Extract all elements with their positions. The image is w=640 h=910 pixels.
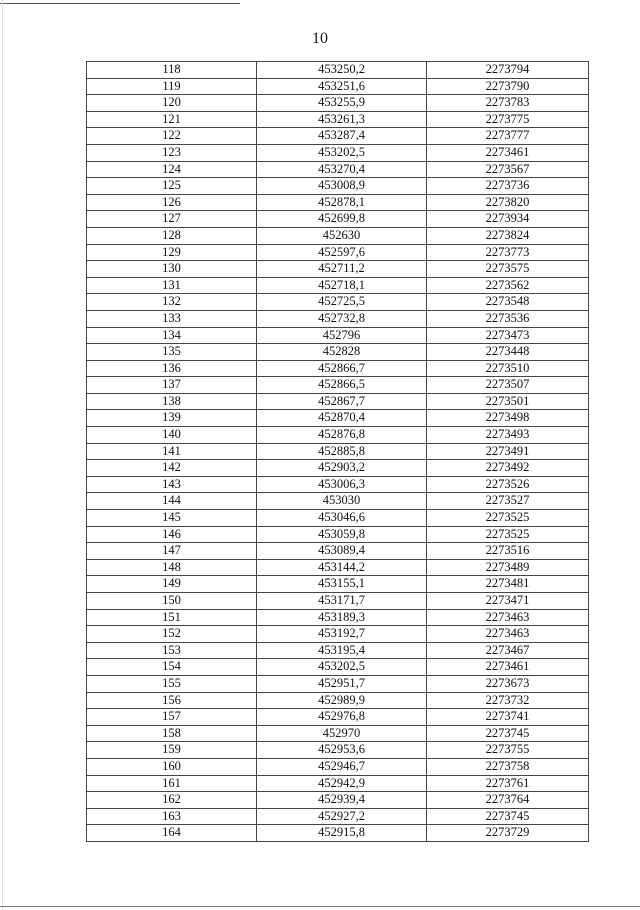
point-number-cell: 157	[87, 709, 257, 726]
x-coordinate-cell: 453202,5	[257, 144, 427, 161]
table-row	[87, 808, 589, 825]
y-coordinate-cell: 2273764	[427, 792, 589, 809]
y-coordinate-cell: 2273461	[427, 659, 589, 676]
table-row	[87, 111, 589, 128]
y-coordinate-cell: 2273471	[427, 593, 589, 610]
table-row	[87, 476, 589, 493]
y-coordinate-cell: 2273525	[427, 510, 589, 527]
x-coordinate-cell: 453171,7	[257, 593, 427, 610]
y-coordinate-cell: 2273575	[427, 261, 589, 278]
table-row	[87, 62, 589, 79]
page-top-rule	[0, 3, 240, 4]
point-number-cell: 126	[87, 194, 257, 211]
y-coordinate-cell: 2273745	[427, 808, 589, 825]
point-number-cell: 132	[87, 294, 257, 311]
y-coordinate-cell: 2273820	[427, 194, 589, 211]
x-coordinate-cell: 453008,9	[257, 178, 427, 195]
table-row	[87, 128, 589, 145]
x-coordinate-cell: 452878,1	[257, 194, 427, 211]
x-coordinate-cell: 452718,1	[257, 277, 427, 294]
point-number-cell: 159	[87, 742, 257, 759]
y-coordinate-cell: 2273732	[427, 692, 589, 709]
x-coordinate-cell: 453202,5	[257, 659, 427, 676]
x-coordinate-cell: 452866,5	[257, 377, 427, 394]
x-coordinate-cell: 453195,4	[257, 642, 427, 659]
x-coordinate-cell: 452915,8	[257, 825, 427, 842]
table-row	[87, 825, 589, 842]
y-coordinate-cell: 2273741	[427, 709, 589, 726]
point-number-cell: 130	[87, 261, 257, 278]
table-row	[87, 775, 589, 792]
point-number-cell: 137	[87, 377, 257, 394]
x-coordinate-cell: 452951,7	[257, 675, 427, 692]
x-coordinate-cell: 452885,8	[257, 443, 427, 460]
point-number-cell: 131	[87, 277, 257, 294]
point-number-cell: 120	[87, 95, 257, 112]
table-row	[87, 460, 589, 477]
point-number-cell: 153	[87, 642, 257, 659]
x-coordinate-cell: 453250,2	[257, 62, 427, 79]
x-coordinate-cell: 452976,8	[257, 709, 427, 726]
table-row	[87, 792, 589, 809]
y-coordinate-cell: 2273510	[427, 360, 589, 377]
table-row	[87, 427, 589, 444]
coordinates-table-body	[87, 62, 589, 842]
point-number-cell: 145	[87, 510, 257, 527]
table-row	[87, 144, 589, 161]
table-row	[87, 194, 589, 211]
point-number-cell: 147	[87, 543, 257, 560]
y-coordinate-cell: 2273736	[427, 178, 589, 195]
table-row	[87, 559, 589, 576]
x-coordinate-cell: 452630	[257, 227, 427, 244]
point-number-cell: 125	[87, 178, 257, 195]
point-number-cell: 162	[87, 792, 257, 809]
point-number-cell: 123	[87, 144, 257, 161]
x-coordinate-cell: 453261,3	[257, 111, 427, 128]
page-bottom-rule	[0, 906, 640, 907]
table-row	[87, 742, 589, 759]
table-row	[87, 360, 589, 377]
y-coordinate-cell: 2273461	[427, 144, 589, 161]
y-coordinate-cell: 2273562	[427, 277, 589, 294]
point-number-cell: 122	[87, 128, 257, 145]
x-coordinate-cell: 452942,9	[257, 775, 427, 792]
x-coordinate-cell: 453046,6	[257, 510, 427, 527]
table-row	[87, 95, 589, 112]
table-row	[87, 277, 589, 294]
x-coordinate-cell: 452732,8	[257, 310, 427, 327]
point-number-cell: 146	[87, 526, 257, 543]
point-number-cell: 134	[87, 327, 257, 344]
point-number-cell: 119	[87, 78, 257, 95]
point-number-cell: 118	[87, 62, 257, 79]
y-coordinate-cell: 2273758	[427, 758, 589, 775]
x-coordinate-cell: 452939,4	[257, 792, 427, 809]
point-number-cell: 128	[87, 227, 257, 244]
point-number-cell: 139	[87, 410, 257, 427]
y-coordinate-cell: 2273501	[427, 393, 589, 410]
x-coordinate-cell: 452970	[257, 725, 427, 742]
y-coordinate-cell: 2273498	[427, 410, 589, 427]
y-coordinate-cell: 2273775	[427, 111, 589, 128]
y-coordinate-cell: 2273467	[427, 642, 589, 659]
x-coordinate-cell: 453251,6	[257, 78, 427, 95]
x-coordinate-cell: 453255,9	[257, 95, 427, 112]
y-coordinate-cell: 2273489	[427, 559, 589, 576]
y-coordinate-cell: 2273448	[427, 344, 589, 361]
y-coordinate-cell: 2273491	[427, 443, 589, 460]
y-coordinate-cell: 2273507	[427, 377, 589, 394]
point-number-cell: 150	[87, 593, 257, 610]
table-row	[87, 725, 589, 742]
table-row	[87, 692, 589, 709]
y-coordinate-cell: 2273567	[427, 161, 589, 178]
x-coordinate-cell: 453030	[257, 493, 427, 510]
y-coordinate-cell: 2273493	[427, 427, 589, 444]
y-coordinate-cell: 2273473	[427, 327, 589, 344]
x-coordinate-cell: 452867,7	[257, 393, 427, 410]
x-coordinate-cell: 452866,7	[257, 360, 427, 377]
point-number-cell: 152	[87, 626, 257, 643]
table-row	[87, 211, 589, 228]
page-left-edge	[2, 0, 3, 910]
table-row	[87, 526, 589, 543]
y-coordinate-cell: 2273463	[427, 609, 589, 626]
x-coordinate-cell: 453189,3	[257, 609, 427, 626]
point-number-cell: 124	[87, 161, 257, 178]
point-number-cell: 129	[87, 244, 257, 261]
table-row	[87, 227, 589, 244]
point-number-cell: 163	[87, 808, 257, 825]
table-row	[87, 78, 589, 95]
point-number-cell: 142	[87, 460, 257, 477]
x-coordinate-cell: 452699,8	[257, 211, 427, 228]
table-row	[87, 709, 589, 726]
table-row	[87, 310, 589, 327]
x-coordinate-cell: 453155,1	[257, 576, 427, 593]
y-coordinate-cell: 2273527	[427, 493, 589, 510]
point-number-cell: 156	[87, 692, 257, 709]
x-coordinate-cell: 452870,4	[257, 410, 427, 427]
table-row	[87, 377, 589, 394]
point-number-cell: 148	[87, 559, 257, 576]
y-coordinate-cell: 2273492	[427, 460, 589, 477]
x-coordinate-cell: 453006,3	[257, 476, 427, 493]
y-coordinate-cell: 2273548	[427, 294, 589, 311]
point-number-cell: 143	[87, 476, 257, 493]
x-coordinate-cell: 453192,7	[257, 626, 427, 643]
y-coordinate-cell: 2273463	[427, 626, 589, 643]
y-coordinate-cell: 2273745	[427, 725, 589, 742]
x-coordinate-cell: 453059,8	[257, 526, 427, 543]
y-coordinate-cell: 2273526	[427, 476, 589, 493]
x-coordinate-cell: 452725,5	[257, 294, 427, 311]
table-row	[87, 493, 589, 510]
y-coordinate-cell: 2273783	[427, 95, 589, 112]
table-row	[87, 642, 589, 659]
point-number-cell: 149	[87, 576, 257, 593]
table-row	[87, 593, 589, 610]
table-row	[87, 294, 589, 311]
y-coordinate-cell: 2273761	[427, 775, 589, 792]
table-row	[87, 758, 589, 775]
coordinates-table	[86, 61, 589, 842]
x-coordinate-cell: 452927,2	[257, 808, 427, 825]
point-number-cell: 138	[87, 393, 257, 410]
y-coordinate-cell: 2273934	[427, 211, 589, 228]
x-coordinate-cell: 452903,2	[257, 460, 427, 477]
table-row	[87, 344, 589, 361]
table-row	[87, 609, 589, 626]
table-row	[87, 410, 589, 427]
point-number-cell: 155	[87, 675, 257, 692]
y-coordinate-cell: 2273824	[427, 227, 589, 244]
x-coordinate-cell: 452989,9	[257, 692, 427, 709]
table-row	[87, 510, 589, 527]
y-coordinate-cell: 2273525	[427, 526, 589, 543]
x-coordinate-cell: 453144,2	[257, 559, 427, 576]
y-coordinate-cell: 2273536	[427, 310, 589, 327]
x-coordinate-cell: 452876,8	[257, 427, 427, 444]
table-row	[87, 178, 589, 195]
y-coordinate-cell: 2273755	[427, 742, 589, 759]
table-row	[87, 443, 589, 460]
point-number-cell: 141	[87, 443, 257, 460]
y-coordinate-cell: 2273794	[427, 62, 589, 79]
point-number-cell: 151	[87, 609, 257, 626]
point-number-cell: 136	[87, 360, 257, 377]
x-coordinate-cell: 452597,6	[257, 244, 427, 261]
table-row	[87, 261, 589, 278]
table-row	[87, 576, 589, 593]
x-coordinate-cell: 453287,4	[257, 128, 427, 145]
point-number-cell: 127	[87, 211, 257, 228]
point-number-cell: 135	[87, 344, 257, 361]
x-coordinate-cell: 452953,6	[257, 742, 427, 759]
x-coordinate-cell: 452946,7	[257, 758, 427, 775]
table-row	[87, 659, 589, 676]
page-number: 10	[312, 30, 328, 47]
y-coordinate-cell: 2273481	[427, 576, 589, 593]
y-coordinate-cell: 2273790	[427, 78, 589, 95]
table-row	[87, 327, 589, 344]
x-coordinate-cell: 452796	[257, 327, 427, 344]
y-coordinate-cell: 2273729	[427, 825, 589, 842]
point-number-cell: 144	[87, 493, 257, 510]
x-coordinate-cell: 452828	[257, 344, 427, 361]
y-coordinate-cell: 2273773	[427, 244, 589, 261]
y-coordinate-cell: 2273673	[427, 675, 589, 692]
x-coordinate-cell: 453089,4	[257, 543, 427, 560]
y-coordinate-cell: 2273516	[427, 543, 589, 560]
table-row	[87, 626, 589, 643]
point-number-cell: 161	[87, 775, 257, 792]
table-row	[87, 244, 589, 261]
x-coordinate-cell: 452711,2	[257, 261, 427, 278]
point-number-cell: 158	[87, 725, 257, 742]
table-row	[87, 161, 589, 178]
point-number-cell: 121	[87, 111, 257, 128]
table-row	[87, 675, 589, 692]
y-coordinate-cell: 2273777	[427, 128, 589, 145]
table-row	[87, 393, 589, 410]
point-number-cell: 133	[87, 310, 257, 327]
point-number-cell: 140	[87, 427, 257, 444]
x-coordinate-cell: 453270,4	[257, 161, 427, 178]
point-number-cell: 164	[87, 825, 257, 842]
table-row	[87, 543, 589, 560]
point-number-cell: 160	[87, 758, 257, 775]
point-number-cell: 154	[87, 659, 257, 676]
